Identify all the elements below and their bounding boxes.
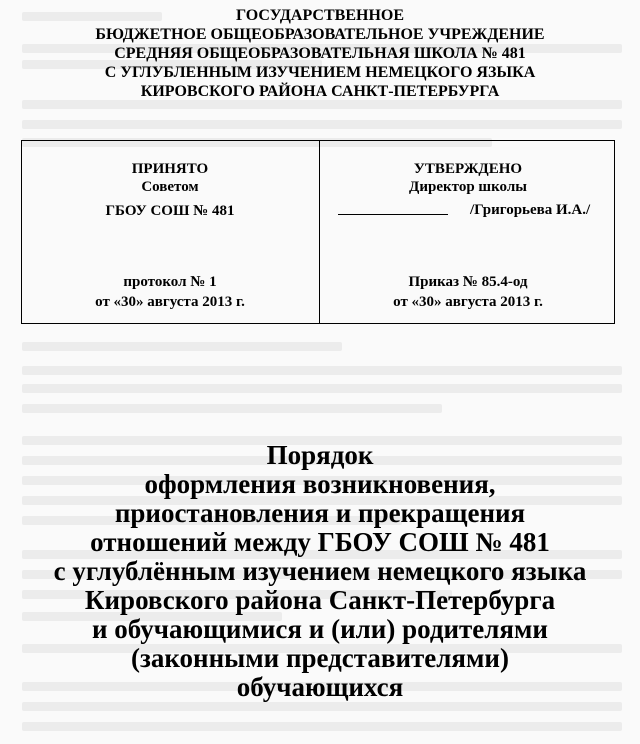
approved-column bbox=[320, 141, 616, 323]
accepted-column bbox=[22, 141, 318, 323]
header-line: БЮДЖЕТНОЕ ОБЩЕОБРАЗОВАТЕЛЬНОЕ УЧРЕЖДЕНИЕ bbox=[95, 26, 545, 43]
title-line: Порядок bbox=[266, 440, 374, 470]
title-line: Кировского района Санкт-Петербурга bbox=[84, 585, 556, 615]
approved-heading: УТВЕРЖДЕНО bbox=[413, 161, 523, 177]
director-position: Директор школы bbox=[409, 179, 527, 195]
bleed-line bbox=[22, 100, 622, 109]
accepted-org: ГБОУ СОШ № 481 bbox=[105, 203, 235, 219]
approved-date: от «30» августа 2013 г. bbox=[393, 294, 543, 310]
protocol-number: протокол № 1 bbox=[123, 274, 217, 290]
header-line: ГОСУДАРСТВЕННОЕ bbox=[236, 7, 404, 24]
title-line: обучающихся bbox=[236, 672, 404, 702]
order-number: Приказ № 85.4-од bbox=[408, 274, 528, 290]
title-line: и обучающимися и (или) родителями bbox=[92, 614, 548, 644]
title-line: (законными представителями) bbox=[131, 643, 509, 673]
accepted-body: Советом bbox=[141, 179, 199, 195]
document-title bbox=[0, 441, 640, 702]
approval-table bbox=[21, 140, 615, 324]
accepted-date: от «30» августа 2013 г. bbox=[95, 294, 245, 310]
title-line: приостановления и прекращения bbox=[114, 498, 526, 528]
accepted-heading: ПРИНЯТО bbox=[131, 161, 209, 177]
director-signature-name: /Григорьева И.А./ bbox=[470, 202, 591, 218]
signature-line bbox=[338, 214, 448, 215]
bleed-line bbox=[22, 722, 622, 731]
bleed-line bbox=[22, 384, 622, 393]
bleed-line bbox=[22, 702, 622, 711]
bleed-line bbox=[22, 366, 622, 375]
title-line: оформления возникновения, bbox=[144, 469, 496, 499]
school-header bbox=[0, 6, 640, 101]
header-line: С УГЛУБЛЕННЫМ ИЗУЧЕНИЕМ НЕМЕЦКОГО ЯЗЫКА bbox=[104, 64, 536, 81]
header-line: СРЕДНЯЯ ОБЩЕОБРАЗОВАТЕЛЬНАЯ ШКОЛА № 481 bbox=[114, 45, 526, 62]
header-line: КИРОВСКОГО РАЙОНА САНКТ-ПЕТЕРБУРГА bbox=[140, 83, 500, 100]
bleed-line bbox=[22, 342, 342, 351]
bleed-line bbox=[22, 120, 622, 129]
bleed-line bbox=[22, 404, 442, 413]
title-line: с углублённым изучением немецкого языка bbox=[53, 556, 587, 586]
title-line: отношений между ГБОУ СОШ № 481 bbox=[90, 527, 550, 557]
